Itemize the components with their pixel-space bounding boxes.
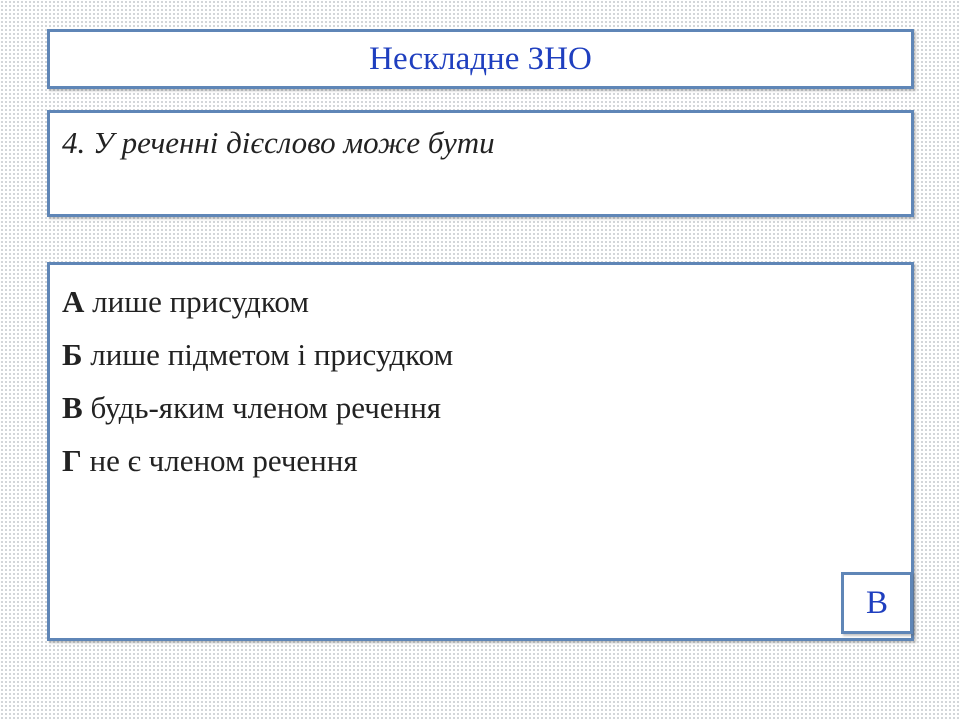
option-a <box>62 275 899 328</box>
option-a-text: лише присудком <box>92 284 309 319</box>
option-v <box>62 381 899 434</box>
option-b <box>62 328 899 381</box>
answer-button[interactable] <box>841 572 913 634</box>
option-v-letter: В <box>62 390 83 425</box>
option-g-text: не є членом речення <box>89 443 358 478</box>
option-a-letter: А <box>62 284 85 319</box>
question-text: 4. У реченні дієслово може бути <box>62 125 495 160</box>
option-g <box>62 434 899 487</box>
answer-label: В <box>865 584 888 621</box>
title-box <box>47 29 914 89</box>
question-box <box>47 110 914 217</box>
option-g-letter: Г <box>62 443 82 478</box>
option-b-text: лише підметом і присудком <box>90 337 454 372</box>
options-box <box>47 262 914 641</box>
slide-title: Нескладне ЗНО <box>369 40 592 77</box>
option-b-letter: Б <box>62 337 83 372</box>
option-v-text: будь-яким членом речення <box>90 390 442 425</box>
